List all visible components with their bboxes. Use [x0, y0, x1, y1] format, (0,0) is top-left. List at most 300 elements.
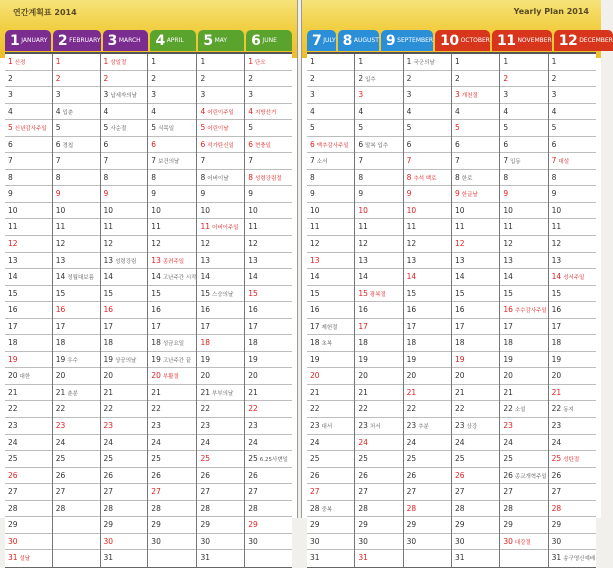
day-cell	[549, 435, 596, 452]
day-cell	[549, 236, 596, 253]
day-number: 4	[503, 106, 509, 116]
day-cell	[452, 517, 499, 534]
day-event: 추분	[418, 424, 429, 431]
day-cell	[245, 71, 292, 88]
day-cell	[452, 319, 499, 336]
day-number: 9	[151, 189, 157, 199]
day-number: 3	[454, 90, 460, 100]
day-cell	[549, 104, 596, 121]
day-event: 입추	[365, 76, 376, 83]
day-cell	[5, 253, 52, 270]
month-number: 1	[10, 32, 20, 49]
month-label: JUNE	[262, 37, 277, 44]
day-cell	[500, 468, 547, 485]
day-number: 23	[358, 421, 368, 431]
day-cell	[197, 253, 244, 270]
day-cell	[355, 534, 402, 551]
day-number: 17	[55, 321, 66, 331]
day-number: 29	[503, 520, 513, 530]
day-number: 20	[248, 371, 258, 381]
day-cell	[245, 401, 292, 418]
day-event: 고난주간 끝	[162, 357, 192, 364]
day-number: 16	[200, 305, 211, 315]
day-number: 8	[310, 172, 315, 182]
day-number: 24	[454, 437, 465, 447]
month-number: 5	[203, 32, 213, 49]
day-cell	[549, 517, 596, 534]
day-number: 21	[358, 387, 368, 397]
day-cell	[148, 54, 196, 71]
day-cell	[5, 269, 52, 286]
day-number: 1	[8, 57, 13, 66]
day-event: 입춘	[62, 109, 74, 116]
day-number: 9	[551, 189, 557, 199]
day-cell	[307, 54, 354, 71]
day-number: 29	[551, 520, 562, 530]
day-cell	[355, 71, 402, 88]
day-number: 16	[406, 305, 417, 315]
day-cell	[404, 335, 451, 352]
day-cell	[500, 71, 547, 88]
day-number: 27	[503, 487, 513, 497]
day-event: 대설	[558, 159, 570, 166]
day-number: 2	[103, 73, 109, 83]
day-number: 12	[406, 239, 417, 249]
day-cell	[452, 286, 499, 303]
day-cell	[245, 104, 292, 121]
day-number: 5	[503, 123, 509, 133]
right-page	[301, 0, 613, 563]
day-number: 3	[503, 90, 509, 100]
day-number: 24	[103, 437, 114, 447]
day-number: 22	[8, 404, 18, 414]
day-number: 21	[406, 387, 417, 397]
day-cell	[355, 418, 402, 435]
day-number: 2	[200, 73, 206, 83]
day-event: 종교개혁주일	[514, 473, 547, 480]
day-number: 4	[248, 106, 254, 116]
day-cell	[452, 54, 499, 71]
day-event: 대한	[19, 374, 31, 381]
day-cell	[101, 170, 148, 187]
day-number: 18	[55, 338, 66, 348]
day-cell	[500, 352, 547, 369]
day-number: 5	[55, 123, 61, 133]
day-cell	[452, 153, 499, 170]
day-number: 28	[551, 503, 562, 513]
day-number: 10	[248, 205, 258, 215]
day-number: 18	[503, 338, 513, 348]
day-number: 3	[358, 90, 364, 100]
day-number: 27	[248, 487, 258, 497]
day-cell	[452, 435, 499, 452]
day-number: 27	[200, 487, 211, 497]
day-cell	[53, 451, 100, 468]
day-event: 제헌절	[321, 324, 338, 331]
day-number: 6	[55, 139, 61, 149]
day-cell	[53, 335, 100, 352]
day-number: 13	[8, 255, 18, 265]
day-cell	[245, 435, 292, 452]
day-cell	[245, 319, 292, 336]
day-cell	[5, 435, 52, 452]
day-cell	[307, 219, 354, 236]
day-cell	[245, 153, 292, 170]
day-number: 6	[103, 139, 109, 149]
day-cell	[549, 484, 596, 501]
day-number: 13	[358, 255, 368, 265]
day-cell	[148, 352, 196, 369]
day-cell	[452, 120, 499, 137]
day-number: 25	[200, 454, 211, 464]
day-number: 17	[406, 321, 417, 331]
day-cell	[101, 435, 148, 452]
day-event: 소서	[316, 159, 328, 166]
right-page-title: Yearly Plan 2014	[513, 7, 589, 16]
day-cell	[404, 286, 451, 303]
day-number: 19	[454, 354, 465, 364]
day-number: 25	[55, 454, 66, 464]
day-number: 13	[503, 255, 513, 265]
day-cell	[404, 451, 451, 468]
day-cell	[245, 501, 292, 518]
day-cell	[197, 87, 244, 104]
day-cell	[404, 203, 451, 220]
day-number: 25	[551, 454, 562, 464]
day-event: 석가탄신일	[207, 142, 234, 149]
day-number: 10	[454, 205, 465, 215]
day-cell	[307, 451, 354, 468]
day-number: 13	[551, 255, 562, 265]
day-event: 우수	[67, 357, 78, 364]
day-number: 9	[8, 189, 13, 199]
day-number: 11	[200, 222, 211, 232]
day-number: 14	[103, 272, 114, 282]
day-number: 2	[551, 73, 557, 83]
day-cell	[549, 302, 596, 319]
day-cell	[101, 54, 148, 71]
day-cell	[307, 418, 354, 435]
day-number: 3	[151, 90, 157, 100]
day-number: 18	[248, 338, 258, 348]
day-event: 개천절	[461, 93, 478, 100]
day-number: 12	[103, 239, 114, 249]
day-number: 12	[503, 239, 513, 249]
day-event: 상강	[466, 424, 478, 431]
day-cell	[148, 104, 196, 121]
day-cell	[245, 253, 292, 270]
day-cell	[101, 550, 148, 567]
month-header-january	[5, 30, 51, 51]
day-cell	[404, 468, 451, 485]
day-cell	[53, 137, 100, 154]
day-number: 12	[358, 239, 368, 249]
day-number: 22	[151, 404, 161, 414]
day-cell	[101, 319, 148, 336]
day-number: 23	[200, 421, 211, 431]
day-cell	[549, 269, 596, 286]
day-cell	[500, 517, 547, 534]
day-cell	[500, 120, 547, 137]
day-cell	[245, 219, 292, 236]
day-cell	[404, 368, 451, 385]
day-number: 4	[358, 106, 364, 116]
day-cell	[404, 269, 451, 286]
day-number: 1	[551, 57, 557, 66]
day-number: 30	[503, 536, 513, 546]
day-cell	[101, 286, 148, 303]
day-number: 29	[406, 520, 417, 530]
day-number: 4	[200, 106, 206, 116]
day-cell	[452, 385, 499, 402]
day-cell	[500, 335, 547, 352]
day-number: 3	[406, 90, 412, 100]
day-number: 4	[8, 106, 13, 116]
day-cell	[404, 54, 451, 71]
day-cell	[245, 120, 292, 137]
day-number: 23	[454, 421, 465, 431]
empty-cell	[53, 550, 100, 567]
day-cell	[307, 534, 354, 551]
day-number: 30	[358, 536, 368, 546]
day-cell	[404, 401, 451, 418]
empty-cell	[53, 517, 100, 534]
day-cell	[549, 120, 596, 137]
day-number: 1	[248, 57, 254, 66]
day-cell	[404, 186, 451, 203]
day-number: 28	[248, 503, 258, 513]
day-number: 7	[55, 156, 61, 166]
day-cell	[355, 153, 402, 170]
day-cell	[5, 203, 52, 220]
month-column-november	[499, 54, 547, 567]
day-cell	[53, 54, 100, 71]
month-header-may	[198, 30, 244, 51]
day-cell	[452, 236, 499, 253]
day-cell	[549, 352, 596, 369]
day-cell	[307, 484, 354, 501]
day-cell	[500, 401, 547, 418]
day-number: 17	[503, 321, 513, 331]
day-cell	[101, 236, 148, 253]
day-cell	[355, 451, 402, 468]
day-cell	[53, 153, 100, 170]
day-cell	[355, 286, 402, 303]
day-number: 6	[248, 139, 254, 149]
day-cell	[452, 71, 499, 88]
day-cell	[148, 401, 196, 418]
day-number: 30	[551, 536, 562, 546]
day-number: 29	[151, 520, 161, 530]
day-cell	[148, 120, 196, 137]
month-label: SEPTEMBER	[397, 37, 434, 44]
day-cell	[307, 435, 354, 452]
day-cell	[500, 484, 547, 501]
day-number: 1	[358, 57, 364, 66]
day-cell	[101, 137, 148, 154]
day-cell	[101, 203, 148, 220]
day-cell	[53, 401, 100, 418]
day-cell	[500, 385, 547, 402]
month-headers-right	[307, 30, 613, 51]
day-cell	[148, 368, 196, 385]
day-number: 3	[248, 90, 254, 100]
day-cell	[355, 401, 402, 418]
day-number: 16	[358, 305, 368, 315]
day-number: 29	[454, 520, 465, 530]
day-number: 13	[55, 255, 66, 265]
day-cell	[549, 153, 596, 170]
day-number: 19	[503, 354, 513, 364]
day-cell	[197, 401, 244, 418]
day-number: 20	[200, 371, 211, 381]
day-number: 9	[503, 189, 509, 199]
day-cell	[53, 186, 100, 203]
day-number: 18	[310, 338, 320, 348]
day-number: 10	[310, 205, 320, 215]
day-cell	[355, 484, 402, 501]
empty-cell	[404, 550, 451, 567]
day-event: 지방선거	[255, 109, 277, 116]
month-header-july	[307, 30, 336, 51]
day-event: 초복	[321, 341, 333, 348]
day-cell	[355, 385, 402, 402]
day-number: 15	[8, 288, 18, 298]
day-number: 31	[551, 553, 562, 563]
day-cell	[5, 517, 52, 534]
day-number: 12	[151, 239, 161, 249]
day-number: 9	[200, 189, 206, 199]
day-number: 19	[358, 354, 368, 364]
day-cell	[307, 203, 354, 220]
day-cell	[197, 435, 244, 452]
day-number: 26	[503, 470, 513, 480]
day-cell	[452, 368, 499, 385]
day-cell	[549, 319, 596, 336]
day-number: 28	[55, 503, 66, 513]
day-cell	[101, 71, 148, 88]
day-cell	[101, 219, 148, 236]
day-number: 8	[406, 172, 412, 182]
day-cell	[452, 335, 499, 352]
month-column-january	[5, 54, 52, 567]
day-cell	[197, 468, 244, 485]
day-number: 19	[55, 354, 66, 364]
day-cell	[245, 269, 292, 286]
day-cell	[5, 368, 52, 385]
day-cell	[307, 368, 354, 385]
day-cell	[148, 170, 196, 187]
day-cell	[101, 368, 148, 385]
day-number: 5	[310, 123, 315, 133]
day-number: 29	[248, 520, 258, 530]
day-number: 8	[200, 172, 206, 182]
day-cell	[307, 550, 354, 567]
day-number: 3	[310, 90, 315, 100]
day-number: 6	[8, 139, 13, 149]
month-header-october	[435, 30, 490, 51]
day-number: 31	[8, 553, 18, 563]
day-event: 사순절	[110, 126, 127, 133]
day-cell	[245, 87, 292, 104]
day-number: 1	[151, 57, 157, 66]
day-event: 중복	[321, 506, 333, 513]
day-cell	[355, 468, 402, 485]
day-cell	[245, 236, 292, 253]
day-cell	[148, 186, 196, 203]
day-number: 26	[200, 470, 211, 480]
day-cell	[355, 236, 402, 253]
month-number: 4	[155, 32, 165, 49]
day-number: 28	[8, 503, 18, 513]
month-header-april	[150, 30, 196, 51]
day-number: 5	[454, 123, 460, 133]
day-number: 7	[454, 156, 460, 166]
day-event: 삼일절	[110, 60, 127, 66]
day-number: 15	[454, 288, 465, 298]
day-event: 정월대보름	[67, 275, 94, 282]
day-cell	[549, 87, 596, 104]
day-cell	[5, 550, 52, 567]
day-number: 14	[551, 272, 562, 282]
day-cell	[197, 368, 244, 385]
day-cell	[197, 352, 244, 369]
day-number: 11	[503, 222, 513, 232]
day-number: 8	[151, 172, 157, 182]
day-number: 17	[248, 321, 258, 331]
day-number: 7	[8, 156, 13, 166]
day-number: 31	[103, 553, 114, 563]
month-number: 8	[342, 32, 352, 49]
day-cell	[197, 335, 244, 352]
day-number: 8	[454, 172, 460, 182]
day-cell	[197, 385, 244, 402]
day-number: 19	[8, 354, 18, 364]
day-cell	[53, 120, 100, 137]
day-event: 국군의날	[413, 60, 435, 66]
day-number: 27	[103, 487, 114, 497]
day-cell	[245, 352, 292, 369]
day-cell	[53, 319, 100, 336]
day-number: 27	[151, 487, 161, 497]
day-cell	[404, 104, 451, 121]
day-number: 4	[310, 106, 315, 116]
day-cell	[245, 385, 292, 402]
day-cell	[197, 534, 244, 551]
day-cell	[148, 534, 196, 551]
day-cell	[549, 286, 596, 303]
day-number: 14	[200, 272, 211, 282]
day-number: 18	[358, 338, 368, 348]
day-cell	[549, 501, 596, 518]
day-cell	[404, 71, 451, 88]
day-cell	[307, 236, 354, 253]
day-cell	[245, 451, 292, 468]
day-cell	[53, 385, 100, 402]
day-number: 17	[151, 321, 161, 331]
day-cell	[197, 236, 244, 253]
day-number: 15	[310, 288, 320, 298]
day-cell	[5, 286, 52, 303]
day-cell	[549, 550, 596, 567]
day-number: 1	[310, 57, 315, 66]
day-event: 성서주일	[563, 275, 585, 282]
day-cell	[53, 87, 100, 104]
day-cell	[452, 501, 499, 518]
day-cell	[307, 319, 354, 336]
day-cell	[148, 385, 196, 402]
day-number: 19	[200, 354, 211, 364]
